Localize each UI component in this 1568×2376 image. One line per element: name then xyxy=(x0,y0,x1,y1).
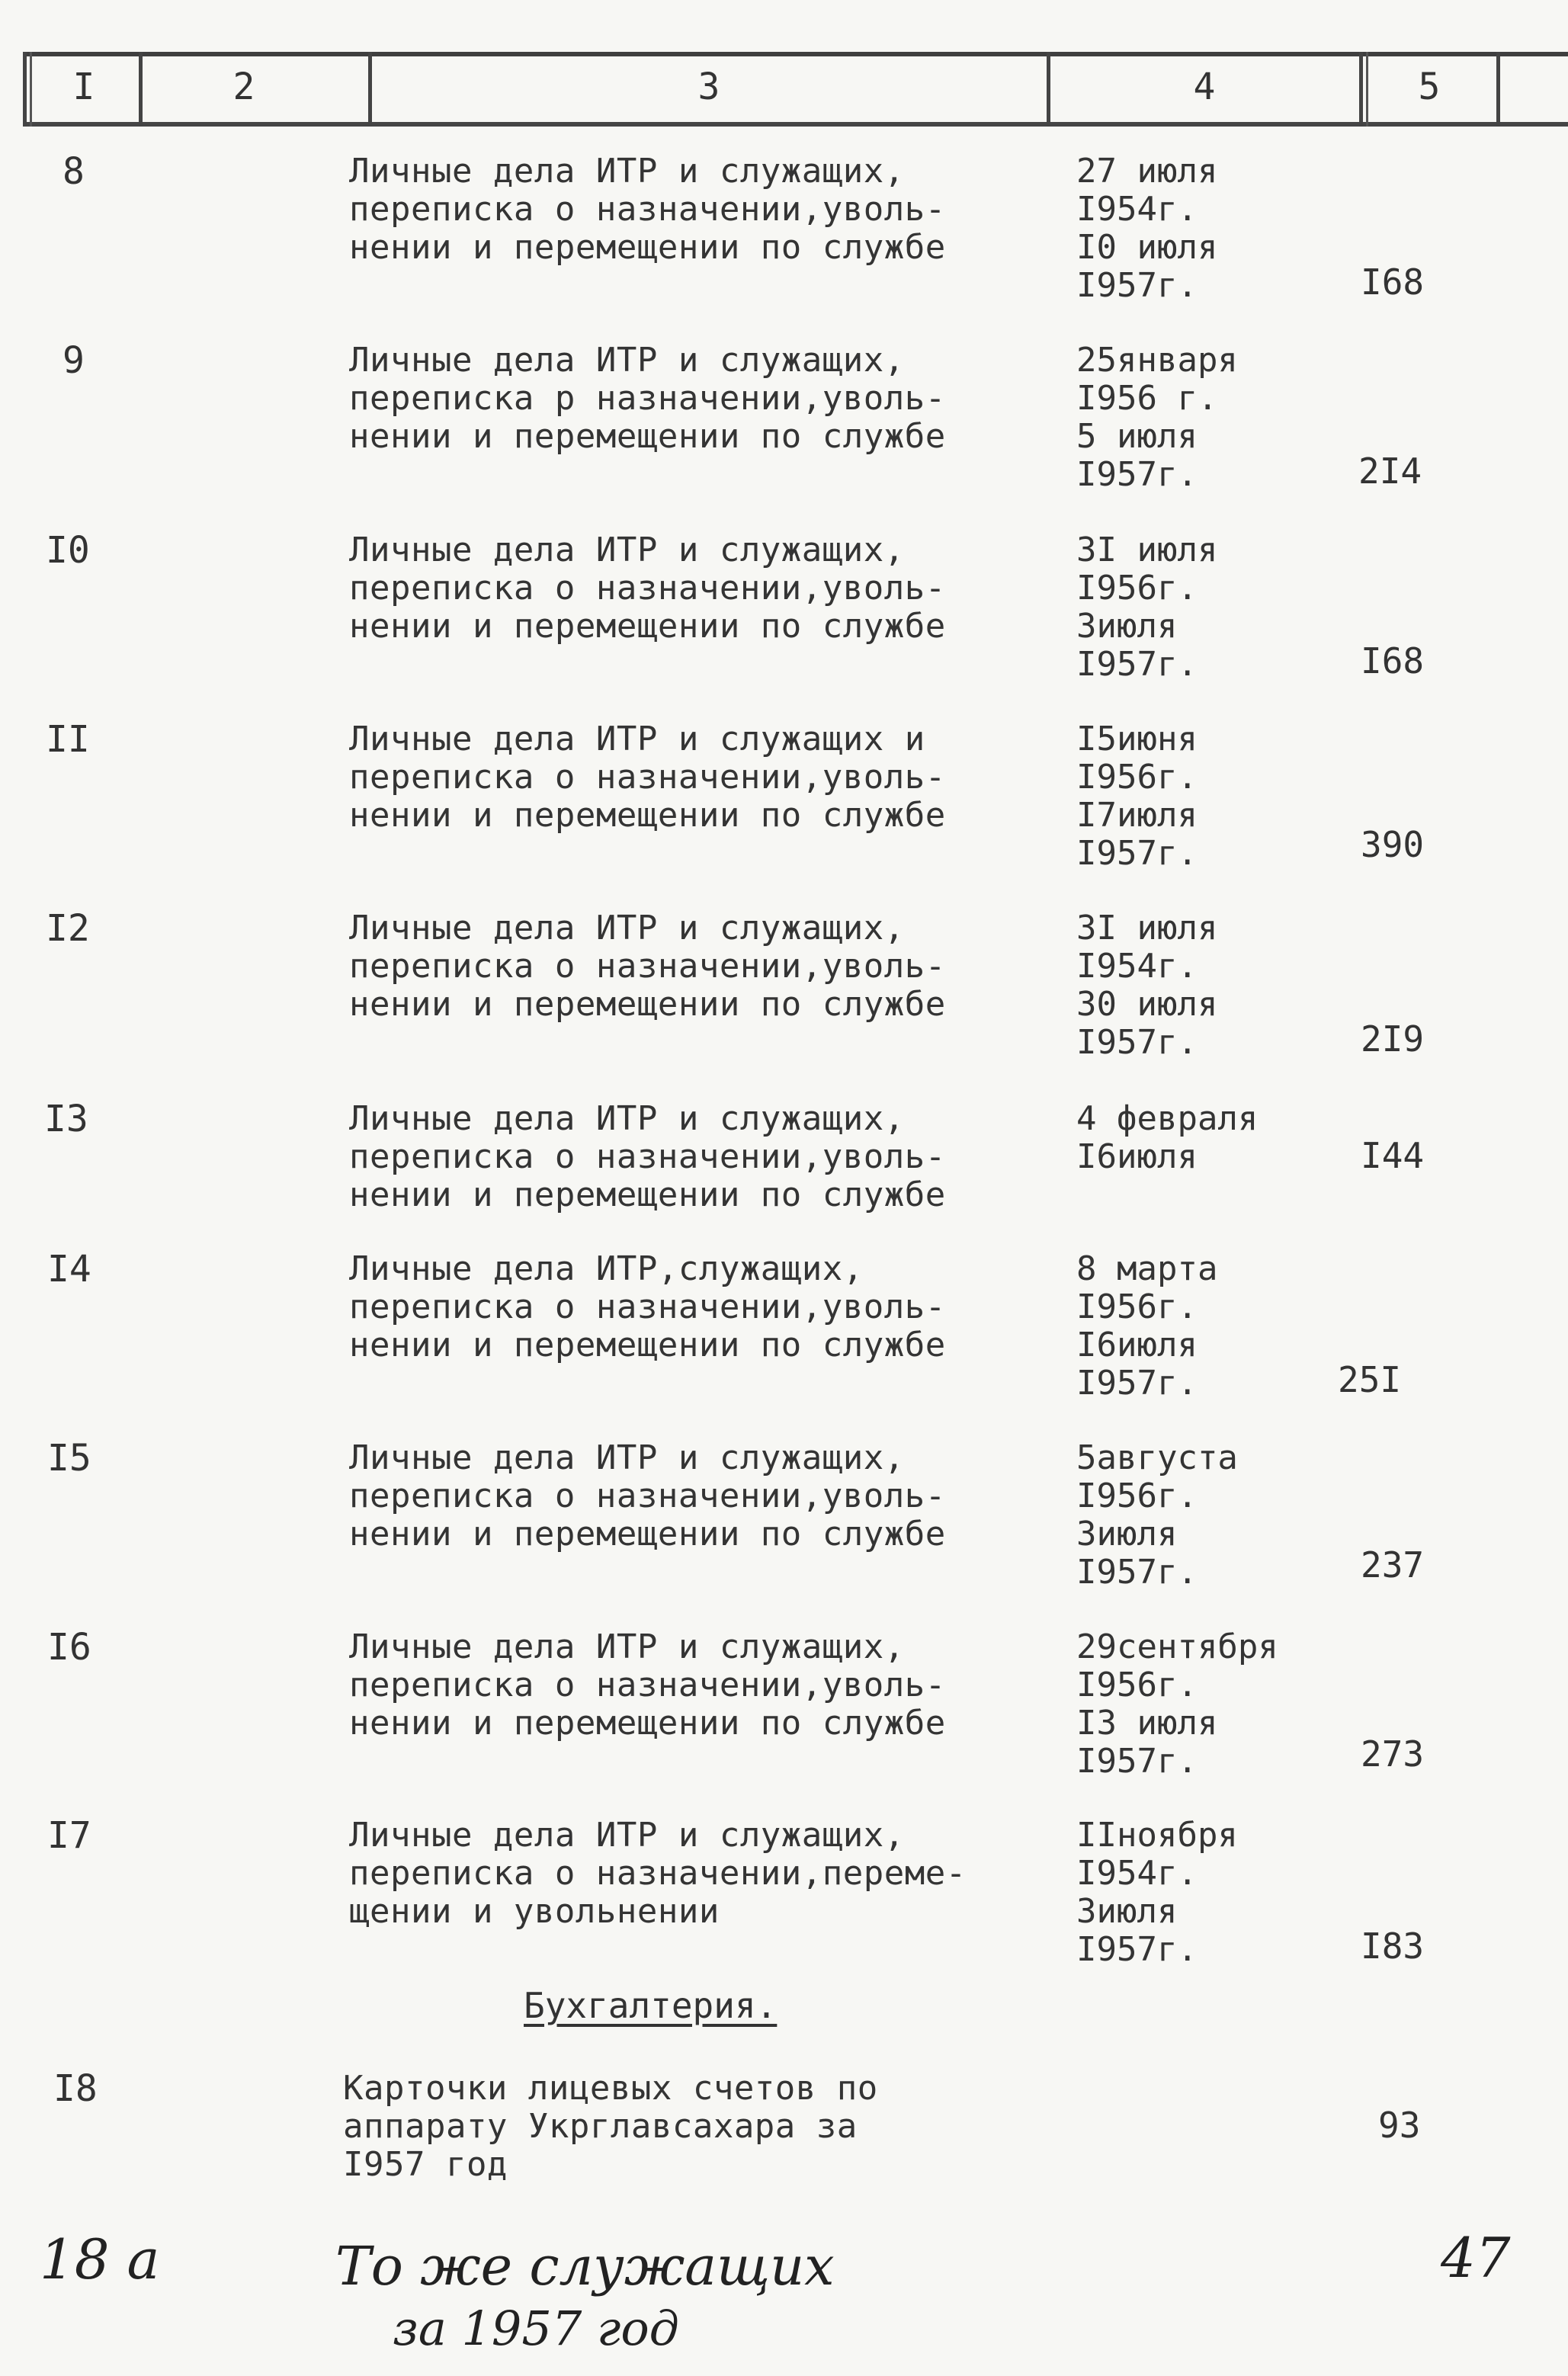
date-line: I957г. xyxy=(1076,1553,1198,1592)
date-line: I957г. xyxy=(1076,1364,1198,1403)
row-number: I0 xyxy=(46,529,90,572)
date-line: I954г. xyxy=(1076,1854,1198,1893)
sheet-count: 2I4 xyxy=(1358,451,1422,492)
sheet-count: 25I xyxy=(1338,1359,1402,1400)
description-line: Личные дела ИТР и служащих и xyxy=(349,720,925,758)
handwritten-description-line: за 1957 год xyxy=(393,2301,679,2356)
row-description xyxy=(343,2070,878,2184)
row-number: 9 xyxy=(63,339,85,382)
row-dates xyxy=(1076,720,1198,873)
sheet-count: 273 xyxy=(1361,1733,1425,1775)
description-line: аппарату Укрглавсахара за xyxy=(343,2107,858,2146)
date-line: I957г. xyxy=(1076,645,1198,684)
date-line: I956г. xyxy=(1076,1287,1198,1326)
row-dates xyxy=(1076,1250,1217,1403)
column-number-3: 3 xyxy=(697,66,720,108)
header-rule-bottom xyxy=(23,122,1568,127)
row-dates xyxy=(1076,1439,1238,1592)
description-line: переписка о назначении,уволь- xyxy=(349,1666,946,1704)
section-title: Бухгалтерия. xyxy=(524,1985,778,2026)
row-dates xyxy=(1076,909,1217,1062)
sheet-count: I68 xyxy=(1361,261,1425,303)
date-line: I957г. xyxy=(1076,455,1198,494)
date-line: I957г. xyxy=(1076,1930,1198,1969)
description-line: нении и перемещении по службе xyxy=(349,796,946,835)
table-header xyxy=(23,52,1568,128)
row-dates xyxy=(1076,341,1238,494)
description-line: щении и увольнении xyxy=(349,1892,720,1931)
row-description xyxy=(349,1439,946,1554)
column-separator xyxy=(139,52,143,127)
sheet-count: 390 xyxy=(1361,824,1425,865)
description-line: Личные дела ИТР и служащих, xyxy=(349,152,905,191)
date-line: 8 марта xyxy=(1076,1249,1218,1288)
date-line: 3I июля xyxy=(1076,531,1218,569)
description-line: нении и перемещении по службе xyxy=(349,228,946,267)
date-line: 5 июля xyxy=(1076,417,1198,456)
date-line: 29сентября xyxy=(1076,1627,1278,1666)
row-description xyxy=(349,341,946,456)
date-line: I956г. xyxy=(1076,1666,1198,1704)
column-number-4: 4 xyxy=(1193,66,1216,108)
sheet-count: 93 xyxy=(1378,2105,1421,2146)
column-number-5: 5 xyxy=(1418,66,1441,108)
description-line: переписка р назначении,уволь- xyxy=(349,379,946,418)
row-description xyxy=(349,909,946,1024)
sheet-count: I68 xyxy=(1361,640,1425,681)
sheet-count: I83 xyxy=(1361,1925,1425,1967)
date-line: I956г. xyxy=(1076,569,1198,608)
row-description xyxy=(349,1100,946,1214)
date-line: 3июля xyxy=(1076,1515,1178,1554)
description-line: переписка о назначении,уволь- xyxy=(349,947,946,986)
row-number: I8 xyxy=(53,2067,98,2110)
row-number: I4 xyxy=(47,1248,91,1291)
date-line: I6июля xyxy=(1076,1326,1198,1364)
row-dates xyxy=(1076,1816,1238,1969)
sheet-count: I44 xyxy=(1361,1135,1425,1176)
row-dates xyxy=(1076,1100,1258,1176)
description-line: нении и перемещении по службе xyxy=(349,1515,946,1554)
date-line: I954г. xyxy=(1076,947,1198,986)
sheet-count: 237 xyxy=(1361,1544,1425,1586)
description-line: нении и перемещении по службе xyxy=(349,985,946,1024)
date-line: I7июля xyxy=(1076,796,1198,835)
handwritten-sheet-count: 47 xyxy=(1441,2226,1511,2290)
sheet-count: 2I9 xyxy=(1361,1018,1425,1060)
date-line: IIноября xyxy=(1076,1816,1238,1855)
row-dates xyxy=(1076,1628,1278,1781)
description-line: нении и перемещении по службе xyxy=(349,1326,946,1364)
date-line: 30 июля xyxy=(1076,985,1218,1024)
row-dates xyxy=(1076,152,1217,305)
date-line: I956г. xyxy=(1076,758,1198,797)
date-line: I5июня xyxy=(1076,720,1198,758)
row-number: II xyxy=(46,718,90,761)
description-line: Личные дела ИТР и служащих, xyxy=(349,341,905,380)
description-line: Личные дела ИТР и служащих, xyxy=(349,1099,905,1138)
description-line: переписка о назначении,уволь- xyxy=(349,1477,946,1515)
row-number: 8 xyxy=(63,150,85,193)
date-line: I956г. xyxy=(1076,1477,1198,1515)
column-number-2: 2 xyxy=(232,66,255,108)
row-description xyxy=(349,152,946,267)
column-separator xyxy=(1359,52,1363,127)
description-line: Личные дела ИТР и служащих, xyxy=(349,1627,905,1666)
description-line: Личные дела ИТР и служащих, xyxy=(349,1438,905,1477)
description-line: Личные дела ИТР и служащих, xyxy=(349,909,905,948)
description-line: нении и перемещении по службе xyxy=(349,417,946,456)
description-line: Личные дела ИТР и служащих, xyxy=(349,1816,905,1855)
date-line: I956 г. xyxy=(1076,379,1218,418)
column-separator xyxy=(1496,52,1500,127)
description-line: переписка о назначении,уволь- xyxy=(349,190,946,229)
row-dates xyxy=(1076,531,1217,684)
date-line: I0 июля xyxy=(1076,228,1218,267)
date-line: 3июля xyxy=(1076,1892,1178,1931)
description-line: нении и перемещении по службе xyxy=(349,1175,946,1214)
description-line: переписка о назначении,уволь- xyxy=(349,1287,946,1326)
description-line: нении и перемещении по службе xyxy=(349,607,946,646)
column-number-1: I xyxy=(72,66,95,108)
row-number: I7 xyxy=(47,1814,91,1857)
date-line: I957г. xyxy=(1076,1742,1198,1781)
description-line: нении и перемещении по службе xyxy=(349,1704,946,1743)
date-line: I957г. xyxy=(1076,834,1198,873)
row-number: I5 xyxy=(47,1437,91,1480)
handwritten-row-number: 18 а xyxy=(40,2227,160,2291)
column-separator xyxy=(23,52,27,127)
date-line: 5августа xyxy=(1076,1438,1238,1477)
description-line: переписка о назначении,переме- xyxy=(349,1854,967,1893)
date-line: I6июля xyxy=(1076,1137,1198,1176)
date-line: 3I июля xyxy=(1076,909,1218,948)
row-description xyxy=(349,531,946,646)
date-line: I954г. xyxy=(1076,190,1198,229)
row-description xyxy=(349,720,946,835)
description-line: Личные дела ИТР и служащих, xyxy=(349,531,905,569)
column-separator xyxy=(1047,52,1050,127)
row-number: I3 xyxy=(44,1098,88,1140)
date-line: I957г. xyxy=(1076,266,1198,305)
date-line: 3июля xyxy=(1076,607,1178,646)
date-line: 4 февраля xyxy=(1076,1099,1259,1138)
description-line: I957 год xyxy=(343,2145,508,2184)
date-line: 27 июля xyxy=(1076,152,1218,191)
row-description xyxy=(349,1628,946,1743)
handwritten-description-line: То же служащих xyxy=(335,2235,835,2297)
date-line: I3 июля xyxy=(1076,1704,1218,1743)
row-number: I2 xyxy=(46,907,90,950)
description-line: Личные дела ИТР,служащих, xyxy=(349,1249,864,1288)
row-description xyxy=(349,1250,946,1364)
row-description xyxy=(349,1816,967,1931)
row-number: I6 xyxy=(47,1626,91,1669)
date-line: I957г. xyxy=(1076,1023,1198,1062)
description-line: переписка о назначении,уволь- xyxy=(349,569,946,608)
column-separator xyxy=(368,52,372,127)
description-line: Карточки лицевых счетов по xyxy=(343,2069,878,2108)
description-line: переписка о назначении,уволь- xyxy=(349,1137,946,1176)
date-line: 25января xyxy=(1076,341,1238,380)
header-rule-top xyxy=(23,52,1568,56)
description-line: переписка о назначении,уволь- xyxy=(349,758,946,797)
